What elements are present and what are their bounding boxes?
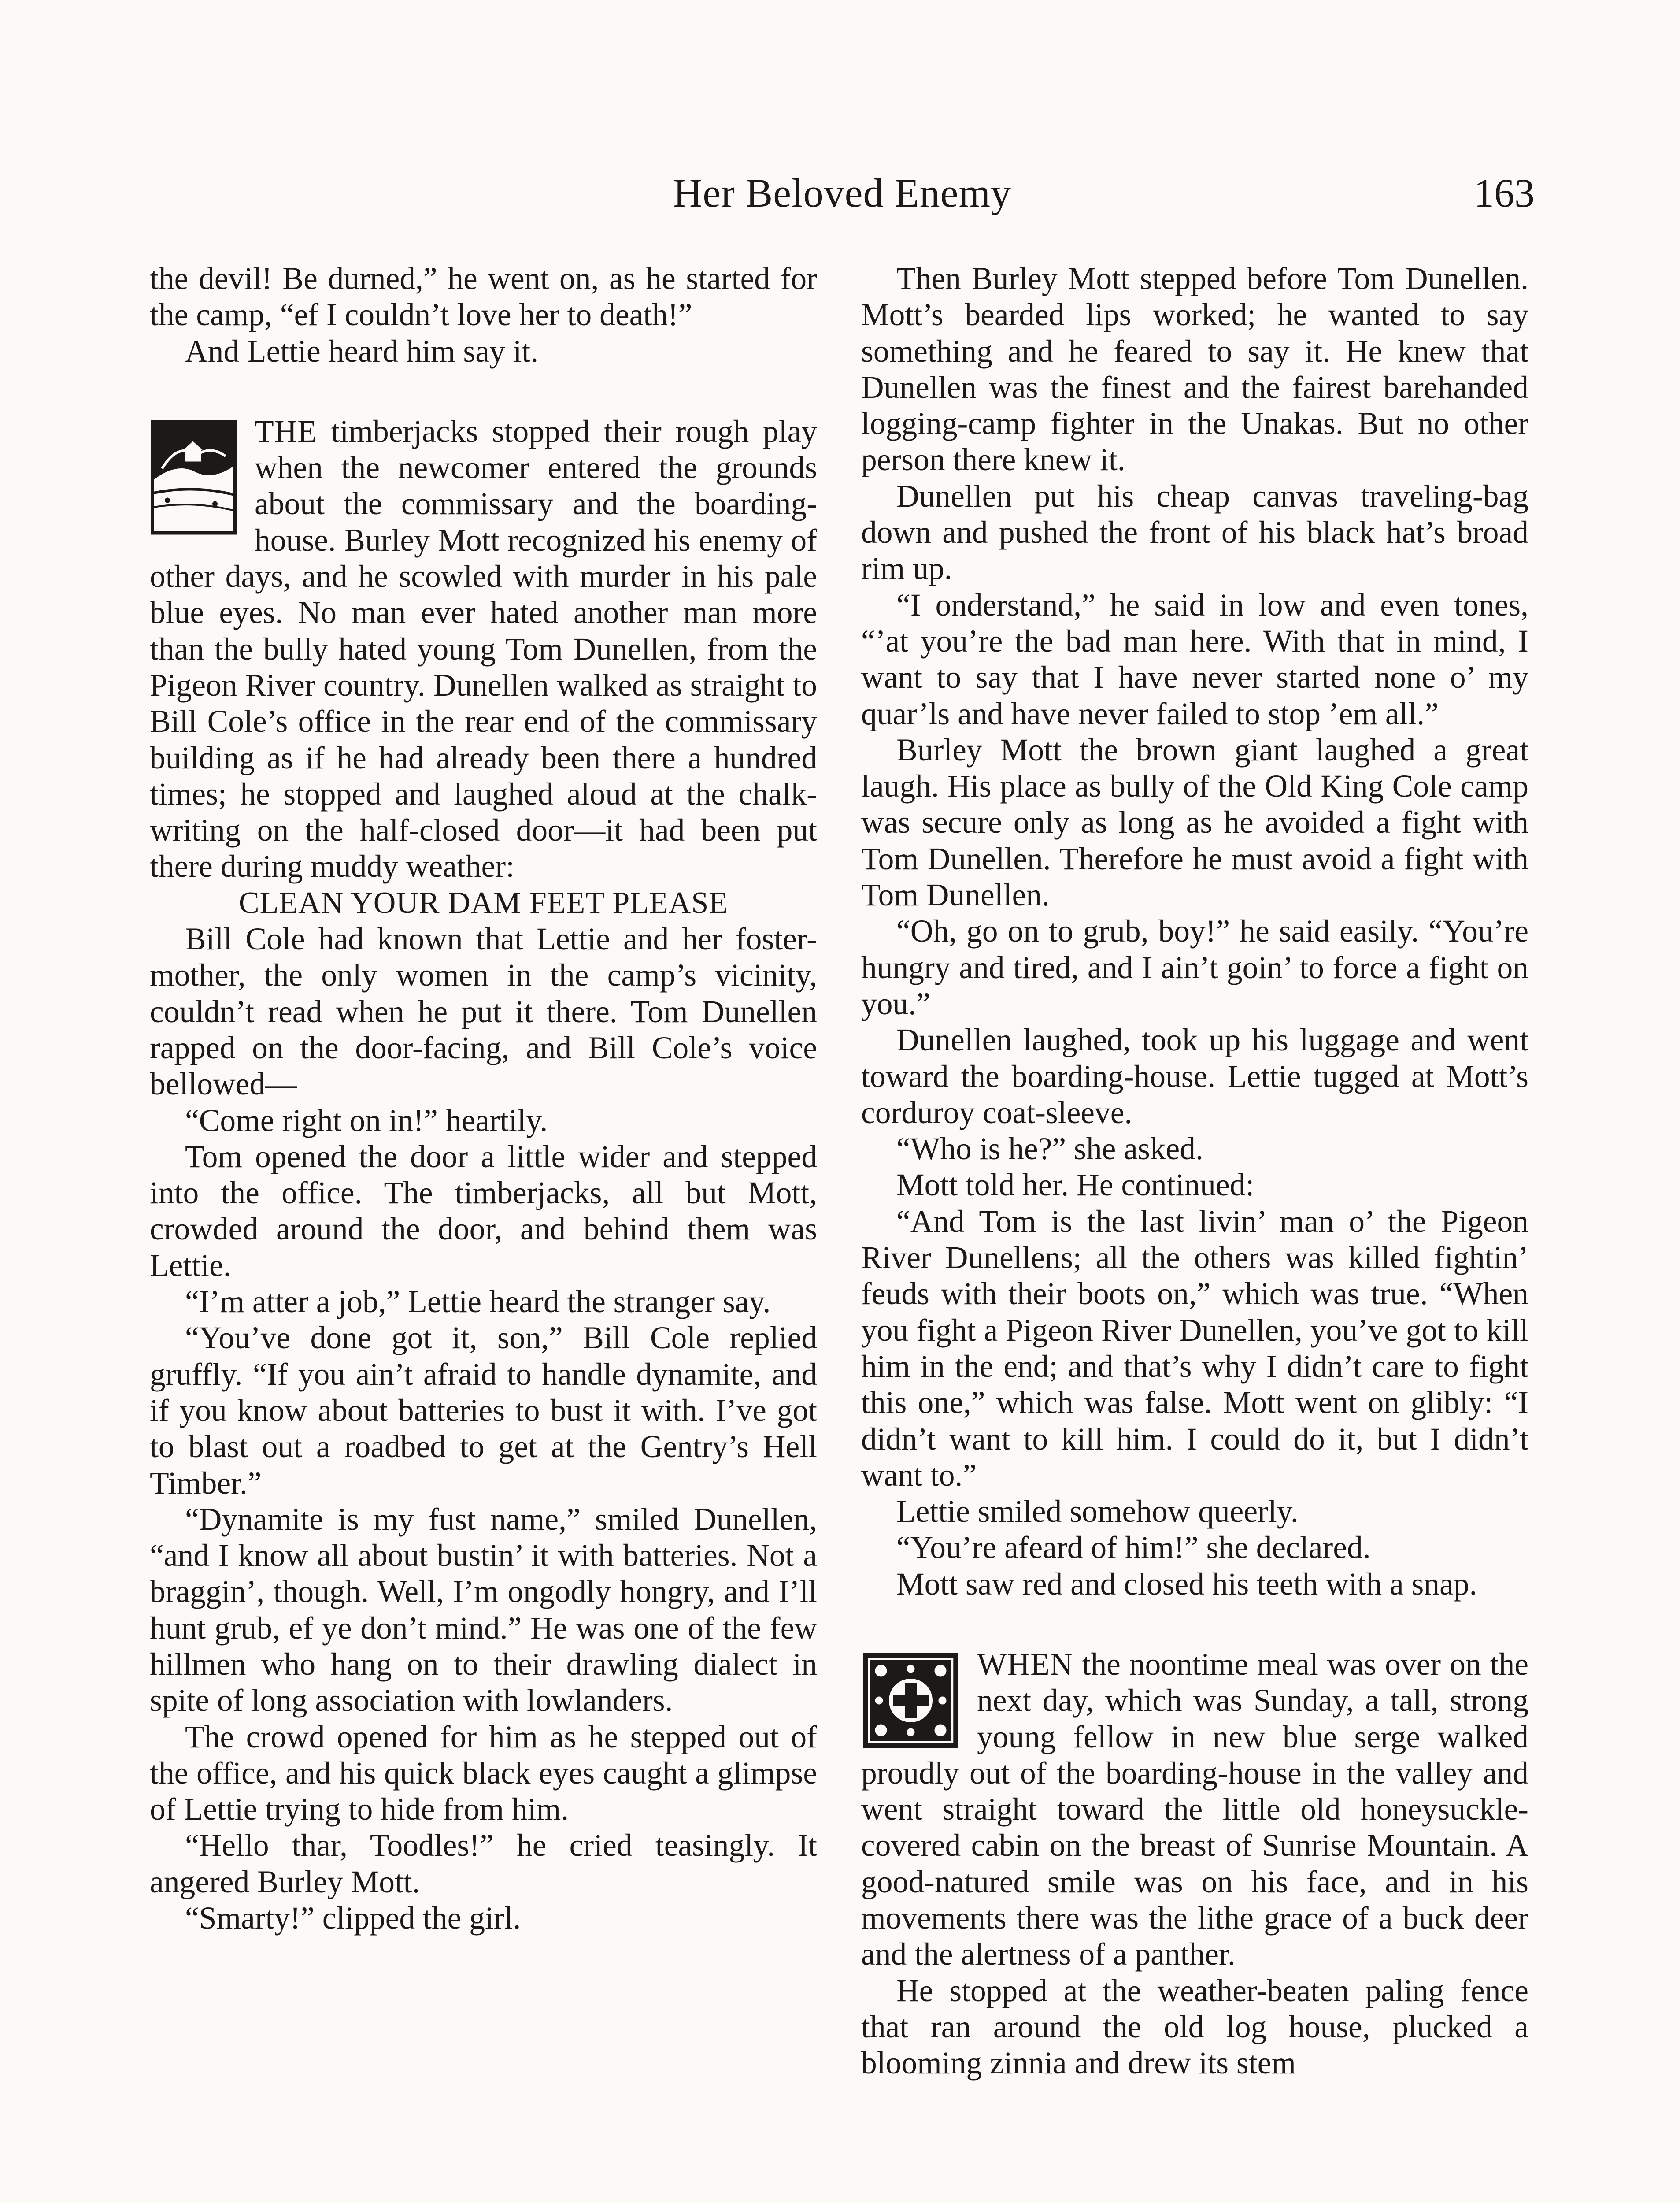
floral-cross-ornament-icon xyxy=(861,1651,960,1750)
paragraph: Tom opened the door a little wider and stepped into the office. The timberjacks, all but Mott, crowded around the door, and behind them was Lettie. xyxy=(150,1139,817,1283)
paragraph: the devil! Be durned,” he went on, as he started for the camp, “ef I couldn’t love her to death!” xyxy=(150,261,817,333)
section-break xyxy=(150,370,817,414)
paragraph: Mott saw red and closed his teeth with a snap. xyxy=(896,1566,1477,1602)
paragraph: Lettie smiled somehow queerly. xyxy=(896,1494,1299,1529)
paragraph: Burley Mott the brown giant laughed a great laugh. His place as bully of the Old King Cole camp was secure only as long as he avoided a fight with Tom Dunellen. Therefore he must avoid a fight with Tom Dunellen. xyxy=(861,732,1528,913)
paragraph-body: timberjacks stopped their rough play when the newcomer entered the grounds about the commissary and the boarding-house. Burley Mott recognized his enemy of other days, and he scowled with murder in his pale blue eyes. No man ever hated another man more than the bully hated young Tom Dunellen, from the Pigeon River country. Dunellen walked as straight to Bill Cole’s office in the rear end of the commissary building as if he had already been there a hundred times; he stopped and laughed aloud at the chalk-writing on the half-closed door—it had been put there during muddy weather: xyxy=(150,414,817,884)
paragraph: Bill Cole had known that Lettie and her foster-mother, the only women in the camp’s vicinity, couldn’t read when he put it there. Tom Dunellen rapped on the door-facing, and Bill Cole’s voice bellowed— xyxy=(150,922,817,1102)
paragraph: “You’re afeard of him!” she declared. xyxy=(896,1530,1371,1565)
paragraph: Dunellen put his cheap canvas traveling-bag down and pushed the front of his black hat’s broad rim up. xyxy=(861,478,1528,586)
page-number: 163 xyxy=(1474,171,1535,215)
paragraph: Dunellen laughed, took up his luggage and went toward the boarding-house. Lettie tugged at Mott’s corduroy coat-sleeve. xyxy=(861,1023,1528,1130)
left-column xyxy=(150,261,817,1936)
paragraph: “Come right on in!” heartily. xyxy=(185,1103,548,1138)
paragraph: “Smarty!” clipped the girl. xyxy=(185,1901,521,1936)
running-title: Her Beloved Enemy xyxy=(673,171,1012,215)
paragraph: “Oh, go on to grub, boy!” he said easily. “You’re hungry and tired, and I ain’t goin’ to force a fight on you.” xyxy=(861,914,1528,1021)
page-header xyxy=(150,170,1535,223)
chalk-notice: CLEAN YOUR DAM FEET PLEASE xyxy=(238,886,729,920)
paragraph: And Lettie heard him say it. xyxy=(185,334,539,369)
paragraph: “Dynamite is my fust name,” smiled Dunellen, “and I know all about bustin’ it with batteries. Not a braggin’, though. Well, I’m ongodly hongry, and I’ll hunt grub, ef ye don’t mind.” He was one of the few hillmen who hang on to their drawling dialect in spite of long association with lowlanders. xyxy=(150,1502,817,1718)
paragraph: “And Tom is the last livin’ man o’ the Pigeon River Dunellens; all the others was killed fightin’ feuds with their boots on,” which was true. “When you fight a Pigeon River Dunellen, you’ve got to kill him in the end; and that’s why I didn’t care to fight this one,” which was false. Mott went on glibly: “I didn’t want to kill him. I could do it, but I didn’t want to.” xyxy=(861,1204,1528,1493)
lead-word: WHEN xyxy=(977,1647,1073,1682)
paragraph: Mott told her. He continued: xyxy=(896,1168,1254,1203)
paragraph: “I’m atter a job,” Lettie heard the stranger say. xyxy=(185,1284,771,1320)
paragraph: “Hello thar, Toodles!” he cried teasingly. It angered Burley Mott. xyxy=(150,1828,817,1899)
section-opening-paragraph xyxy=(861,1647,1528,1973)
paragraph: “Who is he?” she asked. xyxy=(896,1131,1203,1167)
lead-word: THE xyxy=(255,414,317,449)
section-opening-paragraph xyxy=(150,414,817,885)
right-column xyxy=(861,261,1528,2082)
paragraph: “I onderstand,” he said in low and even tones, “’at you’re the bad man here. With that in mind, I want to say that I have never started none o’ my quar’ls and have never failed to stop ’em all.” xyxy=(861,587,1528,731)
section-break xyxy=(861,1602,1528,1647)
paragraph: The crowd opened for him as he stepped out of the office, and his quick black eyes caught a glimpse of Lettie trying to hide from him. xyxy=(150,1719,817,1827)
landscape-vignette-icon xyxy=(150,419,238,536)
paragraph-body: the noontime meal was over on the next day, which was Sunday, a tall, strong young fellow in new blue serge walked proudly out of the boarding-house in the valley and went straight toward the little old honeysuckle-covered cabin on the breast of Sunrise Mountain. A good-natured smile was on his face, and in his movements there was the lithe grace of a buck deer and the alertness of a panther. xyxy=(861,1647,1528,1972)
paragraph: Then Burley Mott stepped before Tom Dunellen. Mott’s bearded lips worked; he wanted to say something and he feared to say it. He knew that Dunellen was the finest and the fairest barehanded logging-camp fighter in the Unakas. But no other person there knew it. xyxy=(861,261,1528,478)
paragraph: He stopped at the weather-beaten paling fence that ran around the old log house, plucked a blooming zinnia and drew its stem xyxy=(861,1973,1528,2081)
paragraph: “You’ve done got it, son,” Bill Cole replied gruffly. “If you ain’t afraid to handle dynamite, and if you know about batteries to bust it with. I’ve got to blast out a roadbed to get at the Gentry’s Hell Timber.” xyxy=(150,1320,817,1501)
